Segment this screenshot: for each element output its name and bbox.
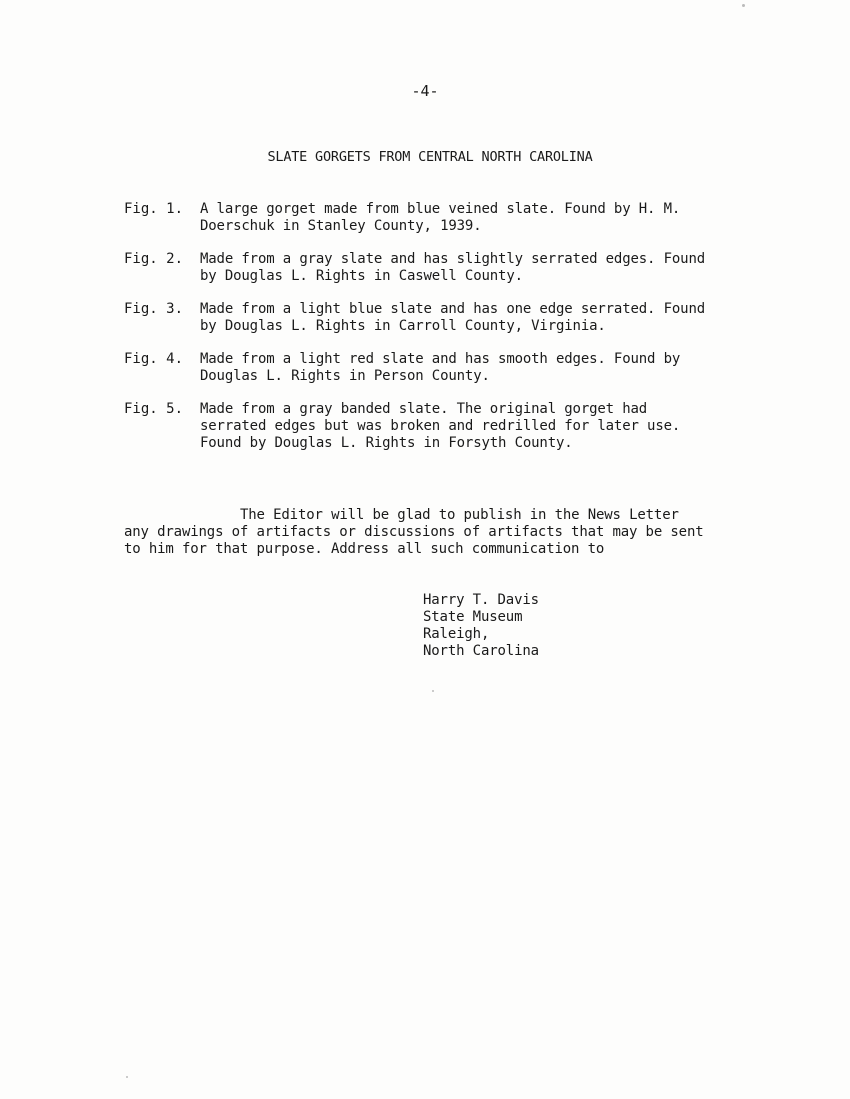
figure-description-line: Made from a light blue slate and has one edge serrated. Found [200, 301, 706, 317]
figure-description-line: Made from a gray banded slate. The original gorget had [200, 401, 648, 417]
figure-description-line: Made from a light red slate and has smooth edges. Found by [200, 351, 681, 367]
paper-speck [432, 690, 434, 692]
editor-note-line: any drawings of artifacts or discussions of artifacts that may be sent [124, 524, 704, 540]
figure-description-line: Made from a gray slate and has slightly serrated edges. Found [200, 251, 706, 267]
figure-description [200, 301, 734, 335]
figure-label: Fig. 5. [124, 401, 184, 417]
figure-item-1 [124, 201, 734, 235]
figure-item-2 [124, 251, 734, 285]
page-title: SLATE GORGETS FROM CENTRAL NORTH CAROLINA [267, 149, 593, 165]
figure-description-line: Found by Douglas L. Rights in Forsyth County. [200, 435, 573, 451]
figure-label: Fig. 4. [124, 351, 184, 367]
figure-description [200, 201, 734, 235]
figure-description [200, 251, 734, 285]
address-line: Raleigh, [423, 626, 490, 642]
figure-label: Fig. 1. [124, 201, 184, 217]
page-number: -4- [411, 82, 439, 100]
figure-description [200, 401, 734, 452]
figure-description [200, 351, 734, 385]
paper-speck [742, 4, 745, 7]
figure-item-5 [124, 401, 734, 452]
figure-item-3 [124, 301, 734, 335]
mailing-address [423, 592, 539, 660]
figure-description-line: by Douglas L. Rights in Caswell County. [200, 268, 523, 284]
editor-note [124, 507, 724, 558]
address-line: Harry T. Davis [423, 592, 539, 608]
figure-description-line: Douglas L. Rights in Person County. [200, 368, 490, 384]
figure-description-line: by Douglas L. Rights in Carroll County, Virginia. [200, 318, 606, 334]
figure-label: Fig. 2. [124, 251, 184, 267]
editor-note-line: The Editor will be glad to publish in the News Letter [240, 507, 679, 523]
address-line: North Carolina [423, 643, 539, 659]
figure-description-line: serrated edges but was broken and redrilled for later use. [200, 418, 681, 434]
figure-label: Fig. 3. [124, 301, 184, 317]
figure-item-4 [124, 351, 734, 385]
editor-note-line: to him for that purpose. Address all such communication to [124, 541, 605, 557]
figure-description-line: A large gorget made from blue veined slate. Found by H. M. [200, 201, 681, 217]
figure-list [124, 201, 734, 468]
figure-description-line: Doerschuk in Stanley County, 1939. [200, 218, 482, 234]
address-line: State Museum [423, 609, 523, 625]
paper-speck [126, 1076, 128, 1078]
